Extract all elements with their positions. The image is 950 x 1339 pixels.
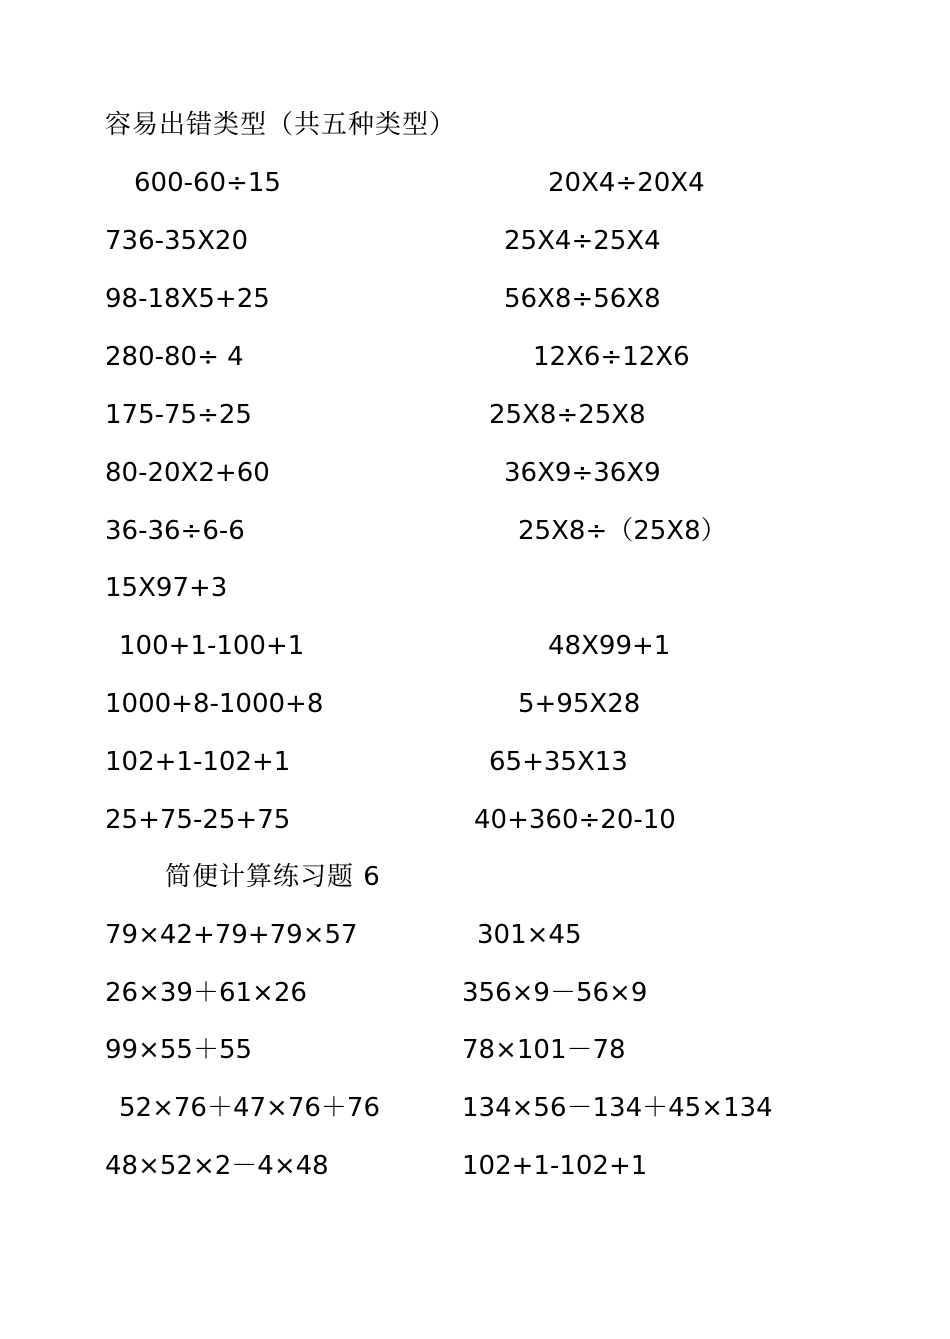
problem-right: 36X9÷36X9 <box>504 458 661 488</box>
problem-left: 48×52×2－4×48 <box>105 1151 329 1181</box>
problem-right: 56X8÷56X8 <box>504 284 661 314</box>
problem-right: 301×45 <box>477 920 582 950</box>
problem-right: 65+35X13 <box>489 747 628 777</box>
problem-left: 15X97+3 <box>105 573 228 603</box>
problem-right: 134×56－134＋45×134 <box>462 1093 773 1123</box>
problem-right: 5+95X28 <box>518 689 641 719</box>
problem-right: 25X8÷（25X8） <box>518 516 727 546</box>
problem-left: 175-75÷25 <box>105 400 252 430</box>
problem-left: 736-35X20 <box>105 226 248 256</box>
problem-right: 48X99+1 <box>548 631 671 661</box>
problem-left: 79×42+79+79×57 <box>105 920 358 950</box>
section1-title: 容易出错类型（共五种类型） <box>105 110 457 140</box>
problem-left: 98-18X5+25 <box>105 284 270 314</box>
section2-title: 简便计算练习题 6 <box>165 862 381 892</box>
problem-right: 25X8÷25X8 <box>489 400 646 430</box>
problem-left: 52×76＋47×76＋76 <box>119 1093 380 1123</box>
problem-left: 1000+8-1000+8 <box>105 689 324 719</box>
problem-left: 99×55＋55 <box>105 1035 253 1065</box>
problem-right: 356×9－56×9 <box>462 978 648 1008</box>
problem-right: 12X6÷12X6 <box>533 342 690 372</box>
problem-left: 80-20X2+60 <box>105 458 270 488</box>
problem-right: 78×101－78 <box>462 1035 626 1065</box>
problem-left: 102+1-102+1 <box>105 747 291 777</box>
problem-left: 26×39＋61×26 <box>105 978 307 1008</box>
problem-left: 25+75-25+75 <box>105 805 291 835</box>
problem-left: 600-60÷15 <box>134 168 281 198</box>
problem-right: 25X4÷25X4 <box>504 226 661 256</box>
problem-right: 20X4÷20X4 <box>548 168 705 198</box>
problem-left: 280-80÷ 4 <box>105 342 244 372</box>
problem-left: 36-36÷6-6 <box>105 516 245 546</box>
problem-right: 40+360÷20-10 <box>474 805 676 835</box>
problem-left: 100+1-100+1 <box>119 631 305 661</box>
problem-right: 102+1-102+1 <box>462 1151 648 1181</box>
